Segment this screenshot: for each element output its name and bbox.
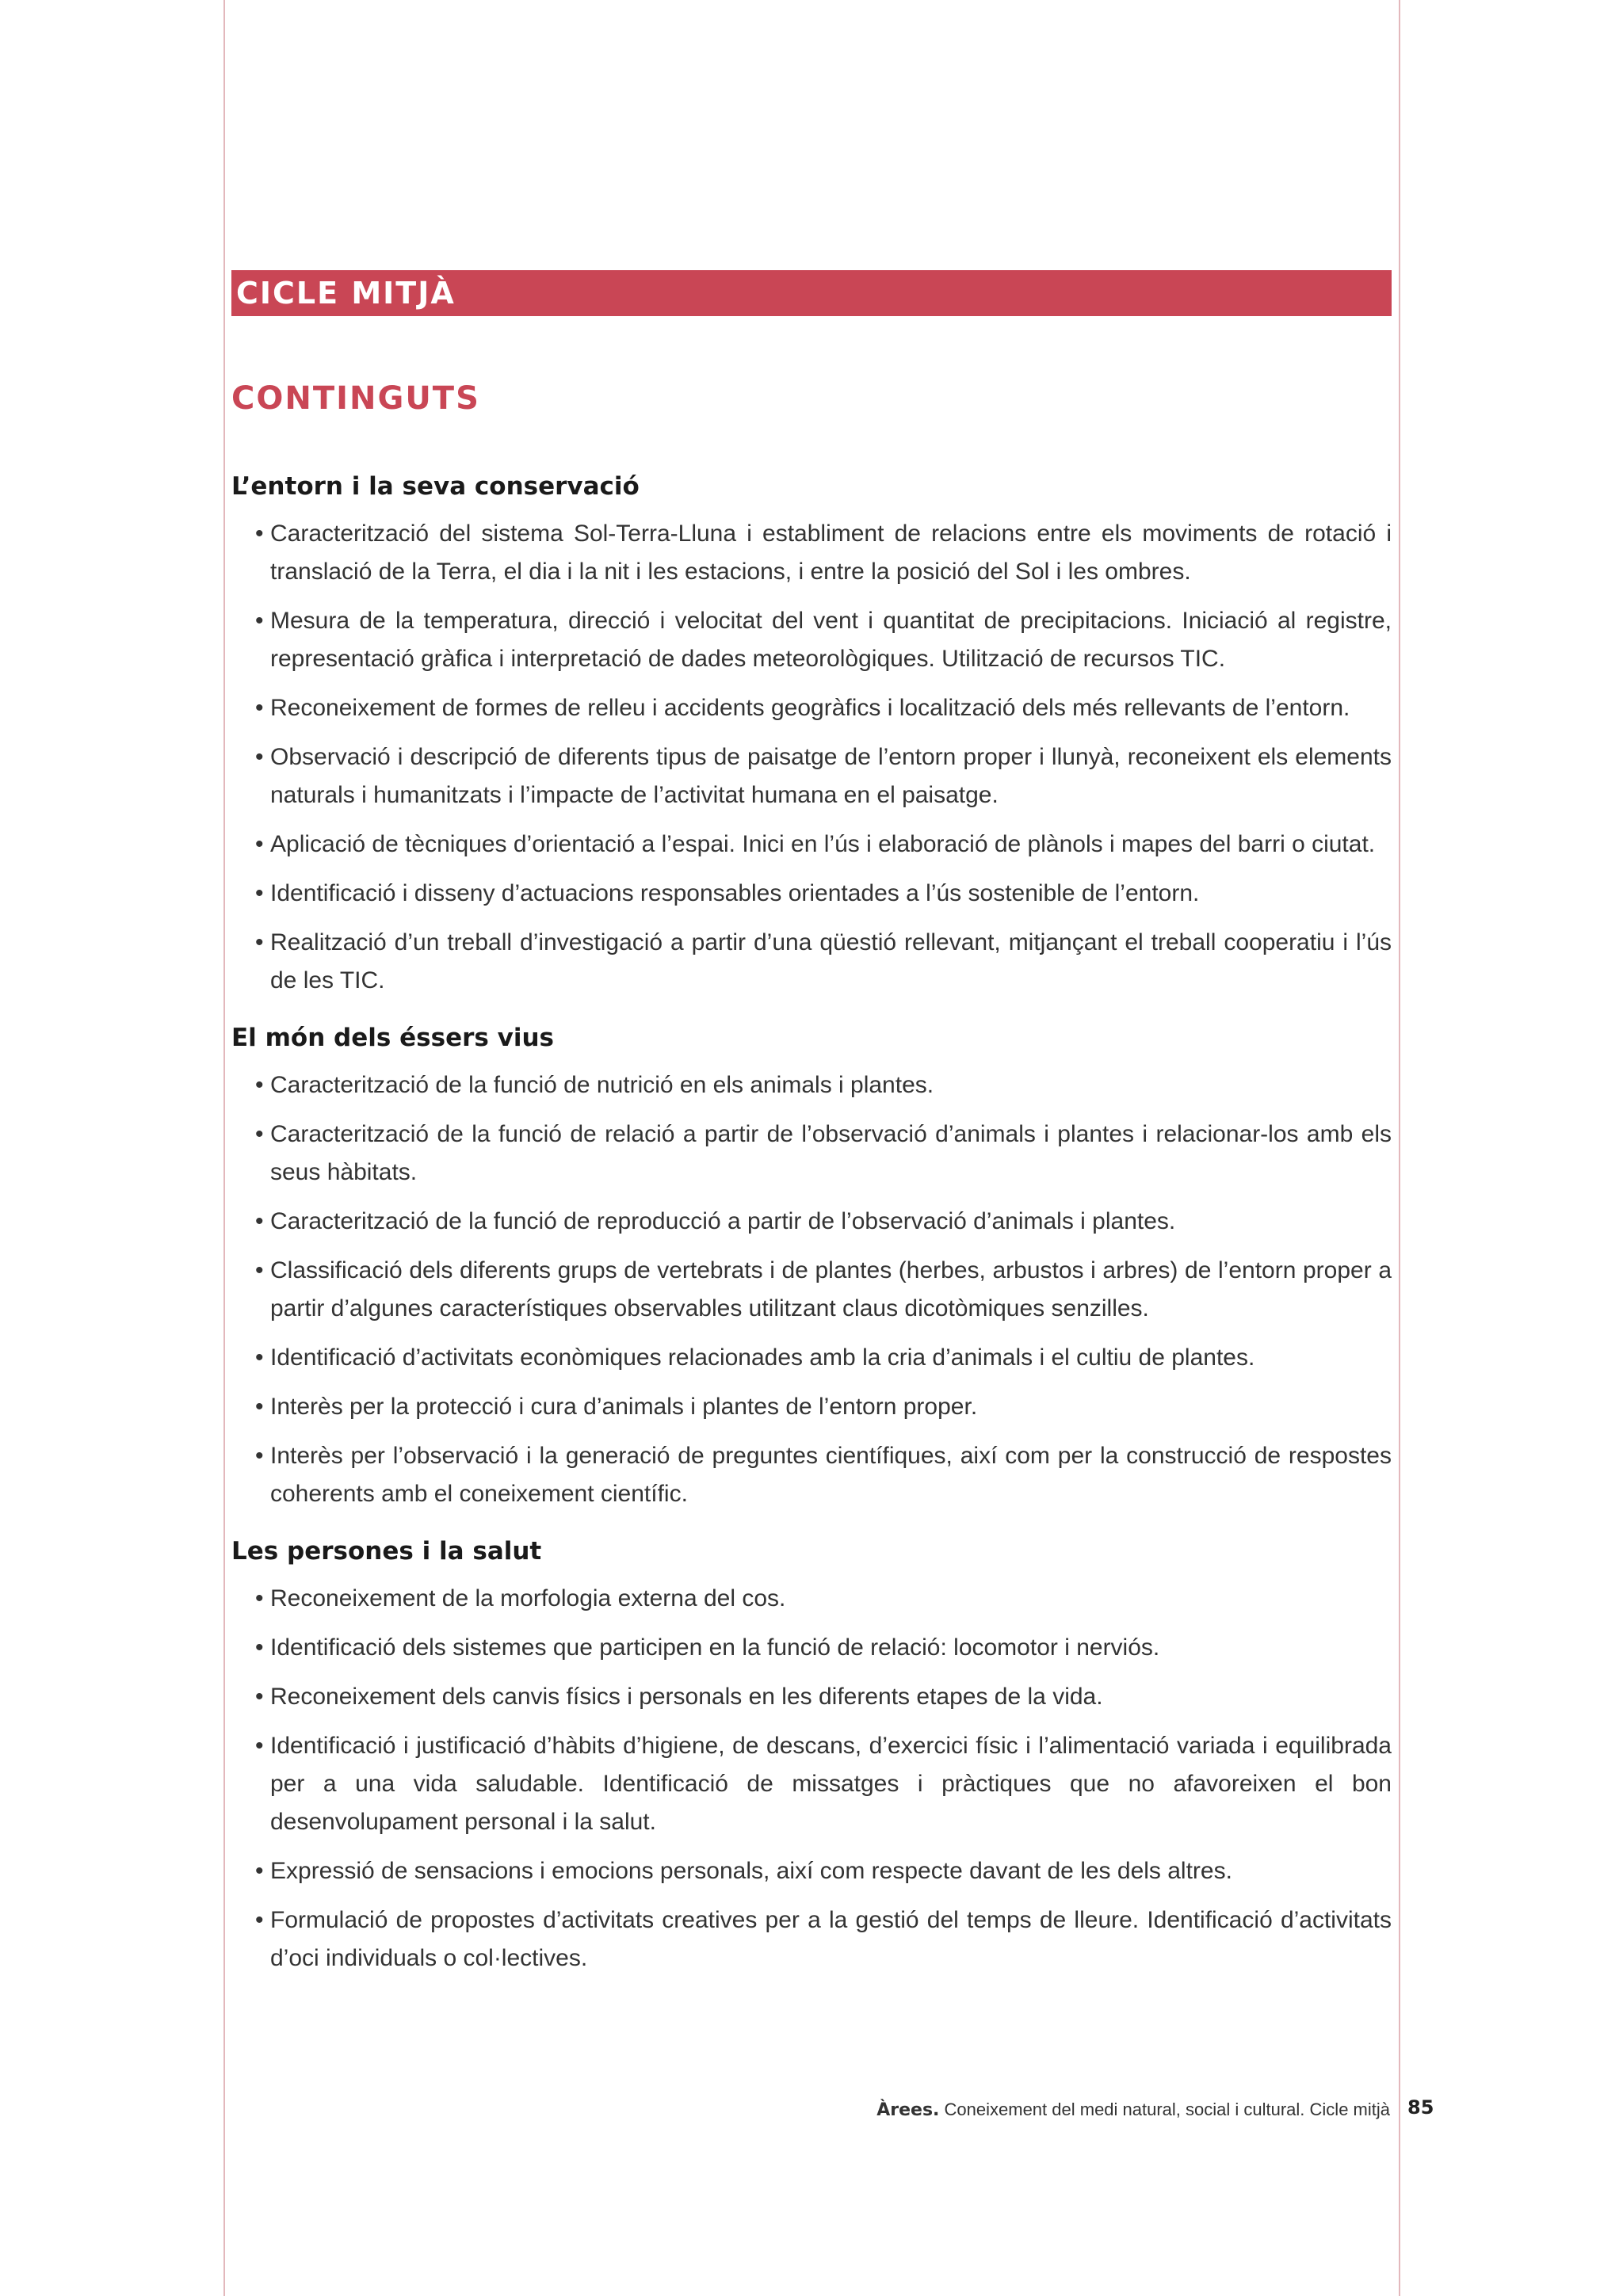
list-item: • Aplicació de tècniques d’orientació a l’espai. Inici en l’ús i elaboració de plànols i mapes del barri o ciutat. bbox=[231, 826, 1392, 864]
list-item: • Caracterització del sistema Sol-Terra-Lluna i establiment de relacions entre els moviments de rotació i translació de la Terra, el dia i la nit i les estacions, i entre la posició del Sol i les ombres. bbox=[231, 515, 1392, 591]
list-item: • Caracterització de la funció de nutrició en els animals i plantes. bbox=[231, 1066, 1392, 1104]
content-body bbox=[231, 466, 1392, 1995]
list-item: • Reconeixement de formes de relleu i accidents geogràfics i localització dels més rellevants de l’entorn. bbox=[231, 689, 1392, 727]
footer-text: Coneixement del medi natural, social i cultural. Cicle mitjà bbox=[944, 2100, 1390, 2119]
page-footer bbox=[876, 2100, 1390, 2120]
list-item: • Identificació i disseny d’actuacions responsables orientades a l’ús sostenible de l’entorn. bbox=[231, 875, 1392, 913]
list-item: • Reconeixement dels canvis físics i personals en les diferents etapes de la vida. bbox=[231, 1678, 1392, 1716]
section-title: CONTINGUTS bbox=[231, 380, 480, 417]
list-item: • Identificació dels sistemes que participen en la funció de relació: locomotor i nerviós. bbox=[231, 1629, 1392, 1667]
list-item: • Caracterització de la funció de relació a partir de l’observació d’animals i plantes i relacionar-los amb els seus hàbitats. bbox=[231, 1116, 1392, 1192]
footer-area-label: Àrees. bbox=[876, 2100, 940, 2120]
list-item: • Interès per l’observació i la generació de preguntes científiques, així com per la construcció de respostes coherents amb el coneixement científic. bbox=[231, 1437, 1392, 1513]
right-margin-rule bbox=[1399, 0, 1400, 2296]
content-group bbox=[231, 1531, 1392, 1978]
content-group bbox=[231, 1017, 1392, 1513]
list-item: • Identificació d’activitats econòmiques relacionades amb la cria d’animals i el cultiu de plantes. bbox=[231, 1339, 1392, 1377]
list-item: • Mesura de la temperatura, direcció i velocitat del vent i quantitat de precipitacions. Iniciació al registre, representació gràfica i interpretació de dades meteorològiques. Utilització de recursos TIC. bbox=[231, 602, 1392, 678]
list-item: • Formulació de propostes d’activitats creatives per a la gestió del temps de lleure. Identificació d’activitats d’oci individuals o col·lectives. bbox=[231, 1901, 1392, 1978]
left-margin-rule bbox=[223, 0, 225, 2296]
content-group bbox=[231, 466, 1392, 1000]
list-item: • Realització d’un treball d’investigació a partir d’una qüestió rellevant, mitjançant el treball cooperatiu i l’ús de les TIC. bbox=[231, 924, 1392, 1000]
item-list bbox=[231, 1580, 1392, 1978]
list-item: • Interès per la protecció i cura d’animals i plantes de l’entorn proper. bbox=[231, 1388, 1392, 1426]
item-list bbox=[231, 1066, 1392, 1513]
list-item: • Observació i descripció de diferents tipus de paisatge de l’entorn proper i llunyà, reconeixent els elements naturals i humanitzats i l’impacte de l’activitat humana en el paisatge. bbox=[231, 738, 1392, 814]
page-number: 85 bbox=[1407, 2096, 1434, 2119]
list-item: • Reconeixement de la morfologia externa del cos. bbox=[231, 1580, 1392, 1618]
list-item: • Identificació i justificació d’hàbits d’higiene, de descans, d’exercici físic i l’alimentació variada i equilibrada per a una vida saludable. Identificació de missatges i pràctiques que no afavoreixen el bon desenvolupament personal i la salut. bbox=[231, 1727, 1392, 1841]
cycle-banner: CICLE MITJÀ bbox=[231, 270, 1392, 316]
item-list bbox=[231, 515, 1392, 1000]
group-title: Les persones i la salut bbox=[231, 1537, 542, 1566]
list-item: • Classificació dels diferents grups de vertebrats i de plantes (herbes, arbustos i arbres) de l’entorn proper a partir d’algunes característiques observables utilitzant claus dicotòmiques senzilles. bbox=[231, 1252, 1392, 1328]
list-item: • Expressió de sensacions i emocions personals, així com respecte davant de les dels altres. bbox=[231, 1852, 1392, 1890]
group-title: El món dels éssers vius bbox=[231, 1024, 554, 1052]
group-title: L’entorn i la seva conservació bbox=[231, 472, 640, 501]
list-item: • Caracterització de la funció de reproducció a partir de l’observació d’animals i plantes. bbox=[231, 1203, 1392, 1241]
